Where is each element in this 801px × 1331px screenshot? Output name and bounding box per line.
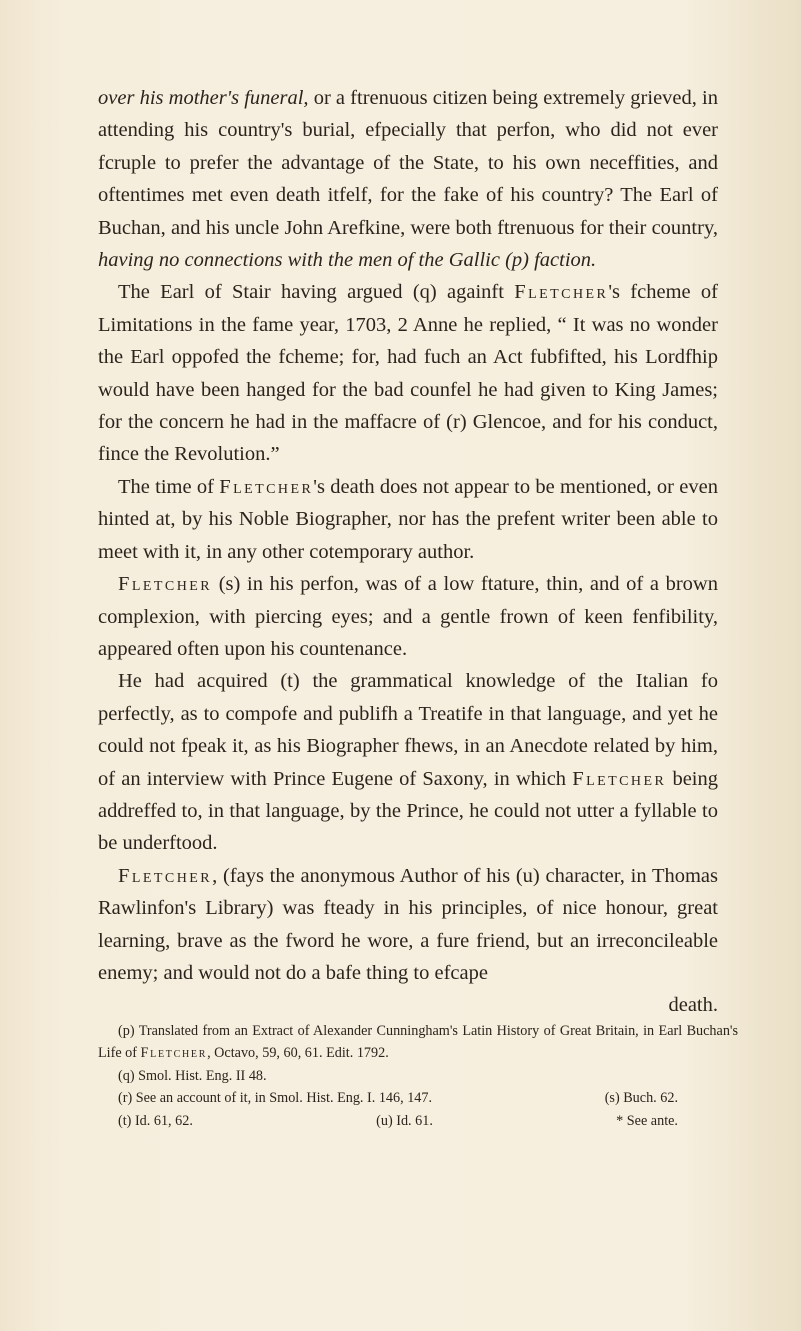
name-fletcher: Fletcher xyxy=(219,475,314,498)
italic-phrase: over his mother's funeral, xyxy=(98,87,309,109)
paragraph-1 xyxy=(98,82,718,276)
footnote-t: (t) Id. 61, 62. xyxy=(118,1112,193,1129)
footnote-s: (s) Buch. 62. xyxy=(604,1090,678,1107)
paragraph-6-text: , (fays the anonymous Author of his (u) character, in Thomas Rawlinfon's Library) was fteady in his principles, of nice honour, great learning, brave as the fword he wore, a fure friend, but an irreconcileable enemy; and would not do a bafe thing to efcape xyxy=(98,864,718,984)
footnote-r: (r) See an account of it, in Smol. Hist. Eng. I. 146, 147. xyxy=(118,1090,433,1107)
paragraph-4-text: (s) in his perfon, was of a low ftature, thin, and of a brown complexion, with piercing eyes; and a gentle frown of keen fenfibility, appeared often upon his countenance. xyxy=(98,573,718,660)
paragraph-1-text: or a ftrenuous citizen being extremely grieved, in attending his country's burial, efpecially that perfon, who did not ever fcruple to prefer the advantage of the State, to his own neceffities, and oftentimes met even death itfelf, for the fake of his country? The Earl of Buchan, and his uncle John Arefkine, were both ftrenuous for their country, xyxy=(98,87,718,239)
body-text xyxy=(98,82,718,1022)
name-fletcher: Fletcher xyxy=(118,573,213,596)
paragraph-2-text: 's fcheme of Limitations in the fame year, 1703, 2 Anne he replied, “ It was no wonder the Earl oppofed the fcheme; for, had fuch an Act fubfifted, his Lordfhip would have been hanged for the bad counfel he had given to King James; for the concern he had in the maffacre of (r) Glencoe, and for his conduct, fince the Revolution.” xyxy=(98,281,718,466)
paragraph-3 xyxy=(98,471,718,568)
footnote-q: (q) Smol. Hist. Eng. II 48. xyxy=(118,1067,267,1084)
paragraph-5-text: being addreffed to, in that language, by the Prince, he could not utter a fyllable to be underftood. xyxy=(98,767,719,855)
paragraph-2 xyxy=(98,276,718,470)
footnote-text: (p) Translated from an Extract of Alexander Cunningham's Latin History of Great Britain, in Earl Buchan's Life of xyxy=(98,1023,738,1062)
italic-phrase: having no connections with the men of the Gallic (p) faction. xyxy=(98,249,597,272)
name-fletcher: Fletcher xyxy=(118,864,213,887)
paragraph-4 xyxy=(98,568,718,665)
footnote-star: * See ante. xyxy=(616,1112,678,1129)
footnote-row-r-s xyxy=(98,1087,678,1109)
paragraph-5-text: He had acquired (t) the grammatical knowledge of the Italian fo perfectly, as to compofe and publifh a Treatife in that language, and yet he could not fpeak it, as his Biographer fhews, in an Anecdote related by him, of an interview with Prince Eugene of Saxony, in which xyxy=(98,670,718,790)
paragraph-3-text: 's death does not appear to be mentioned, or even hinted at, by his Noble Biographer, nor has the prefent writer been able to meet with it, in any other cotemporary author. xyxy=(98,475,718,563)
paragraph-6 xyxy=(98,860,718,990)
footnote-p xyxy=(98,1020,738,1065)
paragraph-3-text: The time of xyxy=(118,475,220,498)
paragraph-5 xyxy=(98,665,718,859)
name-fletcher: Fletcher xyxy=(514,281,609,304)
footnote-row-t-u xyxy=(98,1110,678,1132)
paragraph-6-end: death. xyxy=(668,994,718,1017)
name-fletcher: Fletcher xyxy=(572,767,667,790)
name-fletcher: Fletcher xyxy=(140,1045,208,1062)
footnote-text: , Octavo, 59, 60, 61. Edit. 1792. xyxy=(207,1045,389,1062)
footnote-u: (u) Id. 61. xyxy=(376,1112,433,1129)
footnotes xyxy=(98,1020,738,1132)
paragraph-2-text: The Earl of Stair having argued (q) againft xyxy=(118,281,515,304)
